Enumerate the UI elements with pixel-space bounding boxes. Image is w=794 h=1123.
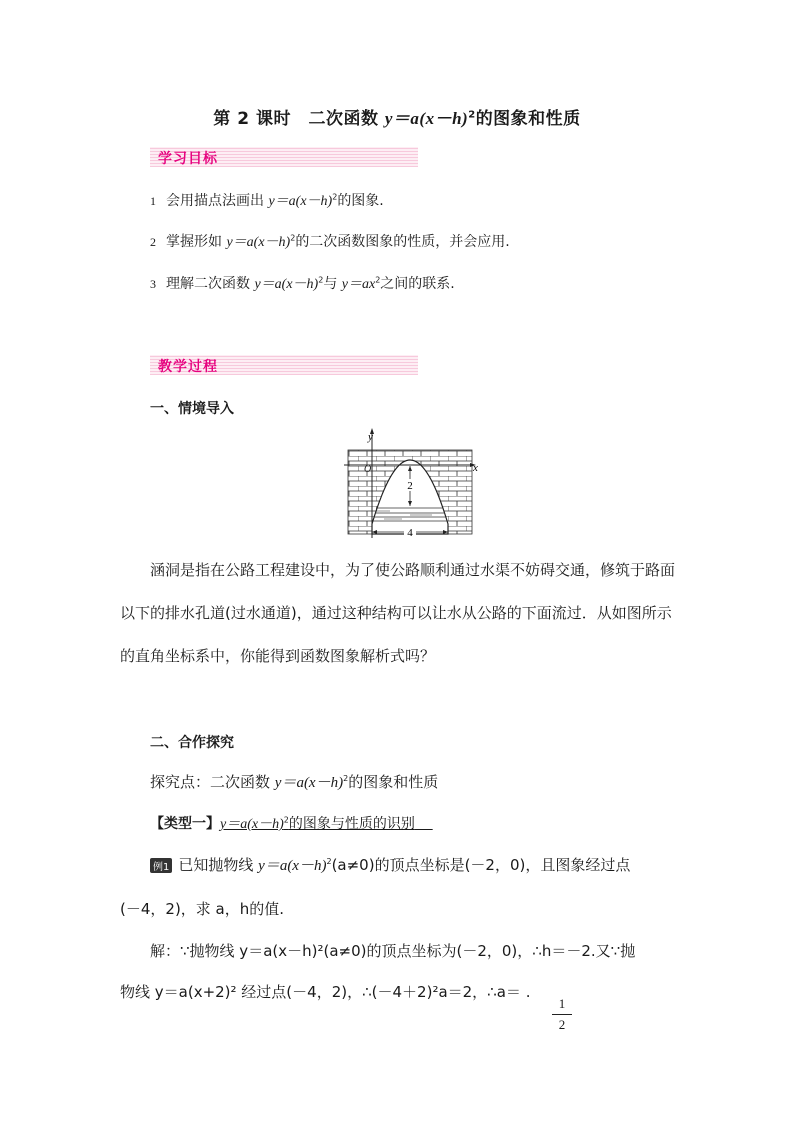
goals-banner <box>150 147 418 167</box>
height-label: 2 <box>407 480 413 492</box>
example-text: (a≠0)的顶点坐标是(－2，0)，且图象经过点 <box>331 856 631 874</box>
example-line-1 <box>150 854 630 875</box>
explore-text: 的图象和性质 <box>348 773 439 791</box>
explore-formula: y＝a(x－h) <box>274 775 344 791</box>
section-heading-intro: 一、情境导入 <box>150 401 234 417</box>
goals-banner-label: 学习目标 <box>158 151 218 167</box>
goal-text: 之间的联系. <box>380 276 455 292</box>
width-label: 4 <box>407 527 413 539</box>
page-title <box>0 104 794 129</box>
type-label: 【类型一】 <box>150 816 220 832</box>
goal-formula: y＝a(x－h) <box>268 194 333 209</box>
goal-exponent: 2 <box>332 192 338 202</box>
goal-exponent: 2 <box>318 275 324 285</box>
y-axis-label: y <box>368 431 373 443</box>
explore-exponent: 2 <box>343 774 349 783</box>
example-text: 已知抛物线 <box>178 856 259 874</box>
solution-line-2: 物线 y＝a(x+2)² 经过点(－4，2)，∴(－4＋2)²a＝2，∴a＝ . <box>120 983 531 1001</box>
goal-formula: y＝ax <box>341 277 376 292</box>
example-exponent: 2 <box>326 857 332 866</box>
fraction-denominator: 2 <box>558 1017 566 1032</box>
type-heading <box>150 813 433 833</box>
title-exponent: 2 <box>468 109 476 121</box>
x-axis-label: x <box>473 462 478 474</box>
type-formula: y＝a(x－h) <box>220 817 284 832</box>
process-banner-label: 教学过程 <box>158 359 218 375</box>
solution-fraction <box>552 996 572 1033</box>
goal-number: 3 <box>150 277 156 291</box>
goal-item-2 <box>150 231 510 251</box>
goal-number: 2 <box>150 235 156 249</box>
culvert-figure <box>340 426 490 544</box>
title-suffix: 的图象和性质 <box>475 109 581 129</box>
goal-text: 理解二次函数 <box>166 276 255 292</box>
example-line-2: (－4，2)，求 a，h的值. <box>120 900 285 918</box>
fraction-numerator: 1 <box>558 996 566 1011</box>
goal-exponent: 2 <box>290 233 296 243</box>
goal-formula: y＝a(x－h) <box>226 235 291 250</box>
example-badge: 例1 <box>150 858 172 873</box>
goal-number: 1 <box>150 194 156 208</box>
goal-formula: y＝a(x－h) <box>254 277 319 292</box>
goal-exponent: 2 <box>375 275 381 285</box>
process-banner <box>150 355 418 375</box>
section-heading-explore: 二、合作探究 <box>150 735 234 751</box>
example-formula: y＝a(x－h) <box>258 858 327 874</box>
goal-text: 的图象. <box>337 193 384 209</box>
title-prefix: 第 2 课时 二次函数 <box>213 109 385 129</box>
explore-text: 探究点：二次函数 <box>150 773 275 791</box>
goal-text: 会用描点法画出 <box>166 193 269 209</box>
solution-line-1: 解：∵抛物线 y＝a(x－h)²(a≠0)的顶点坐标为(－2，0)，∴h＝－2.又∵抛 <box>150 942 636 960</box>
goal-text: 的二次函数图象的性质，并会应用. <box>295 234 510 250</box>
origin-label: O <box>364 464 372 475</box>
title-formula: y＝a(x－h) <box>384 109 469 128</box>
goal-text: 掌握形如 <box>166 234 227 250</box>
goal-item-3 <box>150 273 455 293</box>
type-exponent: 2 <box>283 815 289 825</box>
intro-paragraph: 涵洞是指在公路工程建设中，为了使公路顺利通过水渠不妨碍交通，修筑于路面以下的排水孔道(过水通道)，通过这种结构可以让水从公路的下面流过．从如图所示的直角坐标系中，你能得到函数图象解析式吗？ <box>120 561 676 665</box>
goal-item-1 <box>150 190 384 210</box>
explore-point <box>150 771 438 792</box>
type-text: 的图象与性质的识别 <box>288 816 415 832</box>
goal-text: 与 <box>323 276 342 292</box>
